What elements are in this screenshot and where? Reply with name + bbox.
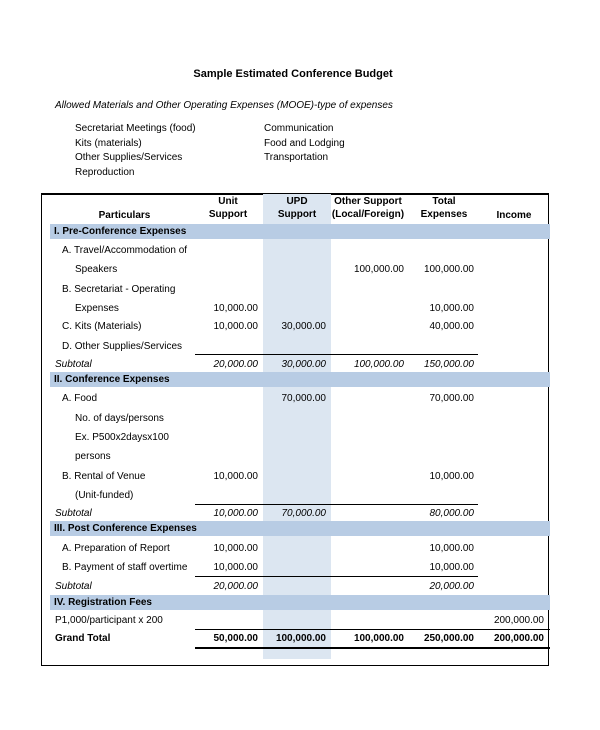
row-label: No. of days/persons <box>75 413 164 424</box>
header-particulars: Particulars <box>98 210 151 221</box>
subtotal-label: Subtotal <box>55 508 92 519</box>
cell-upd: 30,000.00 <box>281 321 326 332</box>
row-label: B. Payment of staff overtime <box>62 562 188 573</box>
grand-total-upd: 100,000.00 <box>275 633 326 644</box>
grand-total-total: 250,000.00 <box>423 633 474 644</box>
subtotal-unit: 20,000.00 <box>213 359 258 370</box>
row-label: A. Food <box>62 393 98 404</box>
subtotal-label: Subtotal <box>55 359 92 370</box>
row-label: B. Secretariat - Operating <box>62 284 176 295</box>
subtotal-total: 80,000.00 <box>429 508 474 519</box>
grand-total-income: 200,000.00 <box>493 633 544 644</box>
cell-total: 100,000.00 <box>423 264 474 275</box>
row-label: A. Travel/Accommodation of <box>62 245 188 256</box>
category-item: Other Supplies/Services <box>75 152 183 164</box>
category-item: Reproduction <box>75 167 135 179</box>
header-unit-line2: Support <box>208 209 248 220</box>
row-label: A. Preparation of Report <box>62 543 170 554</box>
section-title: I. Pre-Conference Expenses <box>54 226 187 237</box>
cell-total: 10,000.00 <box>429 303 474 314</box>
header-unit-line1: Unit <box>218 196 238 207</box>
subtotal-unit: 10,000.00 <box>213 508 258 519</box>
document-title: Sample Estimated Conference Budget <box>193 68 393 80</box>
header-upd-line2: Support <box>277 209 317 220</box>
subtotal-rule <box>195 504 478 505</box>
category-item: Kits (materials) <box>75 137 142 149</box>
grand-total-top-rule <box>195 629 550 630</box>
grand-total-unit: 50,000.00 <box>213 633 258 644</box>
row-label: (Unit-funded) <box>75 490 134 501</box>
section-title: IV. Registration Fees <box>54 597 152 608</box>
row-label: B. Rental of Venue <box>62 471 146 482</box>
expense-category-list-left <box>75 122 196 181</box>
header-income: Income <box>496 210 532 221</box>
cell-unit: 10,000.00 <box>213 562 258 573</box>
header-other-line1: Other Support <box>334 196 402 207</box>
header-upd-line1: UPD <box>286 196 308 207</box>
row-label: C. Kits (Materials) <box>62 321 142 332</box>
document-subtitle: Allowed Materials and Other Operating Expenses (MOOE)-type of expenses <box>55 100 393 111</box>
grand-total-label: Grand Total <box>55 633 111 644</box>
row-label: Ex. P500x2daysx100 <box>75 432 169 443</box>
row-label: P1,000/participant x 200 <box>55 615 163 626</box>
section-title: III. Post Conference Expenses <box>54 523 197 534</box>
cell-total: 40,000.00 <box>429 321 474 332</box>
cell-unit: 10,000.00 <box>213 321 258 332</box>
row-label: persons <box>75 451 111 462</box>
category-item: Food and Lodging <box>264 137 345 149</box>
cell-income: 200,000.00 <box>493 615 544 626</box>
cell-total: 10,000.00 <box>429 562 474 573</box>
cell-other: 100,000.00 <box>353 264 404 275</box>
row-label: Expenses <box>75 303 119 314</box>
cell-unit: 10,000.00 <box>213 303 258 314</box>
header-total-line2: Expenses <box>420 209 468 220</box>
cell-upd: 70,000.00 <box>281 393 326 404</box>
cell-unit: 10,000.00 <box>213 543 258 554</box>
section-title: II. Conference Expenses <box>54 374 170 385</box>
subtotal-other: 100,000.00 <box>353 359 404 370</box>
row-label: Speakers <box>75 264 118 275</box>
subtotal-label: Subtotal <box>55 581 92 592</box>
grand-total-other: 100,000.00 <box>353 633 404 644</box>
category-item: Secretariat Meetings (food) <box>75 123 196 134</box>
cell-total: 10,000.00 <box>429 543 474 554</box>
cell-total: 70,000.00 <box>429 393 474 404</box>
subtotal-unit: 20,000.00 <box>213 581 258 592</box>
cell-total: 10,000.00 <box>429 471 474 482</box>
grand-total-double-rule <box>195 647 550 649</box>
cell-unit: 10,000.00 <box>213 471 258 482</box>
subtotal-total: 20,000.00 <box>429 581 474 592</box>
upd-column-shading <box>263 194 331 659</box>
subtotal-rule <box>195 576 478 577</box>
subtotal-total: 150,000.00 <box>423 359 474 370</box>
header-total-line1: Total <box>432 196 456 207</box>
subtotal-rule <box>195 354 478 355</box>
subtotal-upd: 30,000.00 <box>281 359 326 370</box>
header-other-line2: (Local/Foreign) <box>331 209 405 220</box>
category-item: Transportation <box>264 152 329 164</box>
row-label: D. Other Supplies/Services <box>62 341 183 352</box>
budget-table <box>41 193 549 666</box>
expense-category-list-right <box>264 122 345 166</box>
category-item: Communication <box>264 123 334 134</box>
subtotal-upd: 70,000.00 <box>281 508 326 519</box>
